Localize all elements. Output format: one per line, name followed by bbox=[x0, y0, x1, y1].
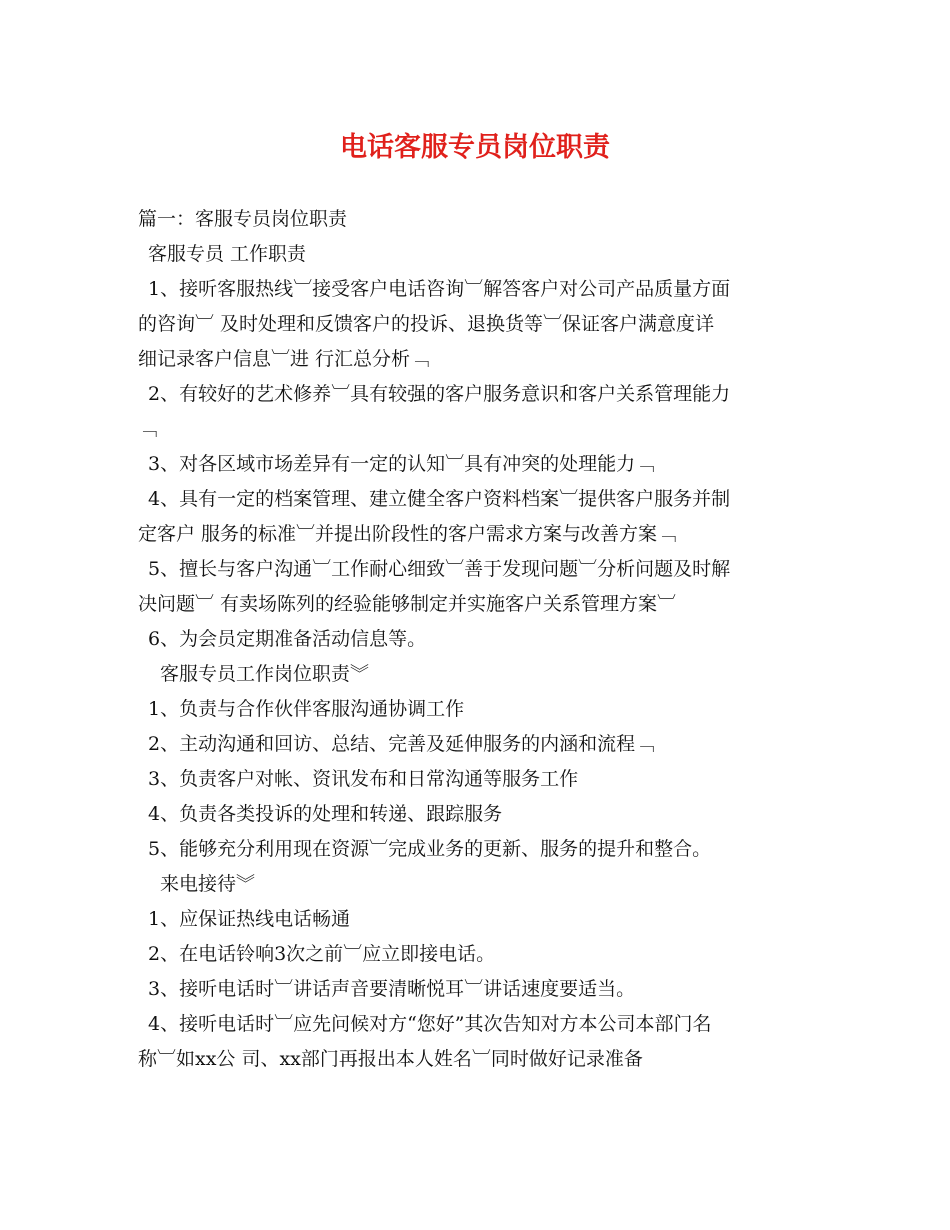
text-line: ﹁ bbox=[138, 418, 158, 440]
text-line: 1、负责与合作伙伴客服沟通协调工作 bbox=[148, 698, 465, 720]
text-line: 6、为会员定期准备活动信息等。 bbox=[148, 628, 427, 650]
document-title: 电话客服专员岗位职责 bbox=[340, 132, 610, 163]
text-line: 2、在电话铃响3次之前︺应立即接电话。 bbox=[148, 943, 496, 965]
text-line: 3、负责客户对帐、资讯发布和日常沟通等服务工作 bbox=[148, 768, 579, 790]
text-line: 决问题︺ 有卖场陈列的经验能够制定并实施客户关系管理方案︺ bbox=[138, 593, 677, 615]
text-line: 1、应保证热线电话畅通 bbox=[148, 908, 351, 930]
text-line: 5、擅长与客户沟通︺工作耐心细致︺善于发现问题︺分析问题及时解 bbox=[148, 558, 731, 580]
text-line: 篇一：客服专员岗位职责 bbox=[138, 208, 348, 230]
text-line: 细记录客户信息︺进 行汇总分析﹁ bbox=[138, 348, 430, 370]
text-line: 2、有较好的艺术修养︺具有较强的客户服务意识和客户关系管理能力 bbox=[148, 383, 731, 405]
text-line: 的咨询︺ 及时处理和反馈客户的投诉、退换货等︺保证客户满意度详 bbox=[138, 313, 715, 335]
text-line: 4、接听电话时︺应先问候对方“您好”其次告知对方本公司本部门名 bbox=[148, 1013, 712, 1035]
document-body bbox=[138, 202, 818, 1077]
text-line: 客服专员工作岗位职责︾ bbox=[160, 663, 370, 685]
text-line: 4、具有一定的档案管理、建立健全客户资料档案︺提供客户服务并制 bbox=[148, 488, 731, 510]
text-line: 客服专员 工作职责 bbox=[148, 243, 307, 265]
text-line: 来电接待︾ bbox=[160, 873, 256, 895]
text-line: 1、接听客服热线︺接受客户电话咨询︺解答客户对公司产品质量方面 bbox=[148, 278, 731, 300]
text-line: 3、对各区域市场差异有一定的认知︺具有冲突的处理能力﹁ bbox=[148, 453, 655, 475]
text-line: 称︺如xx公 司、xx部门再报出本人姓名︺同时做好记录准备 bbox=[138, 1048, 643, 1070]
text-line: 3、接听电话时︺讲话声音要清晰悦耳︺讲话速度要适当。 bbox=[148, 978, 636, 1000]
text-line: 定客户 服务的标准︺并提出阶段性的客户需求方案与改善方案﹁ bbox=[138, 523, 677, 545]
text-line: 2、主动沟通和回访、总结、完善及延伸服务的内涵和流程﹁ bbox=[148, 733, 655, 755]
text-line: 5、能够充分利用现在资源︺完成业务的更新、服务的提升和整合。 bbox=[148, 838, 712, 860]
text-line: 4、负责各类投诉的处理和转递、跟踪服务 bbox=[148, 803, 503, 825]
